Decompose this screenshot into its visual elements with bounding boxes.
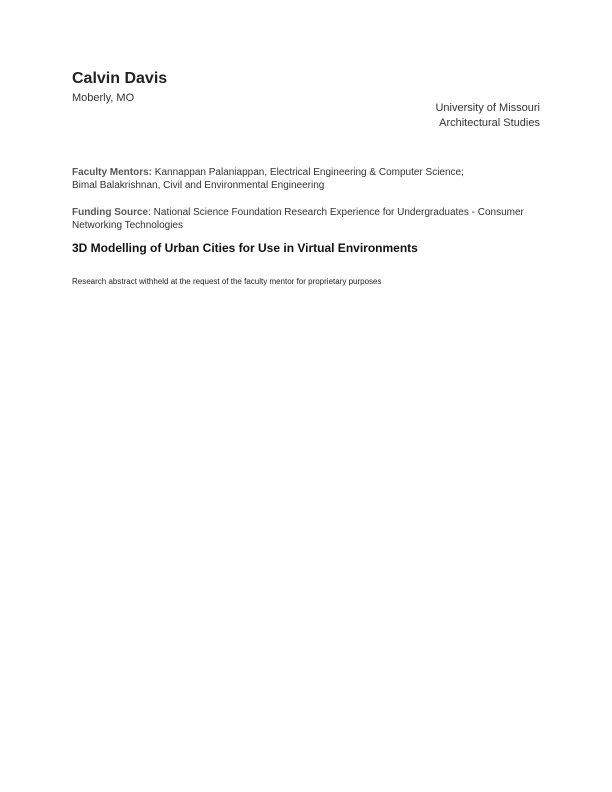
- faculty-mentors-line1: Kannappan Palaniappan, Electrical Engineering & Computer Science;: [152, 167, 464, 178]
- university-name: University of Missouri: [435, 102, 540, 114]
- faculty-mentors-line2: Bimal Balakrishnan, Civil and Environmental Engineering: [72, 180, 325, 191]
- funding-source-label: Funding Source: [72, 207, 149, 218]
- author-name: Calvin Davis: [72, 70, 168, 87]
- faculty-mentors-label: Faculty Mentors:: [72, 167, 153, 178]
- funding-source: [72, 206, 532, 232]
- department-name: Architectural Studies: [439, 117, 540, 129]
- author-hometown: Moberly, MO: [72, 92, 135, 104]
- faculty-mentors: [72, 166, 532, 192]
- research-title: 3D Modelling of Urban Cities for Use in Virtual Environments: [72, 241, 418, 255]
- research-abstract: Research abstract withheld at the request of the faculty mentor for proprietary purposes: [72, 277, 382, 286]
- funding-source-text: : National Science Foundation Research Experience for Undergraduates - Consumer Networking Technologies: [72, 207, 524, 231]
- affiliation-block: [435, 101, 540, 131]
